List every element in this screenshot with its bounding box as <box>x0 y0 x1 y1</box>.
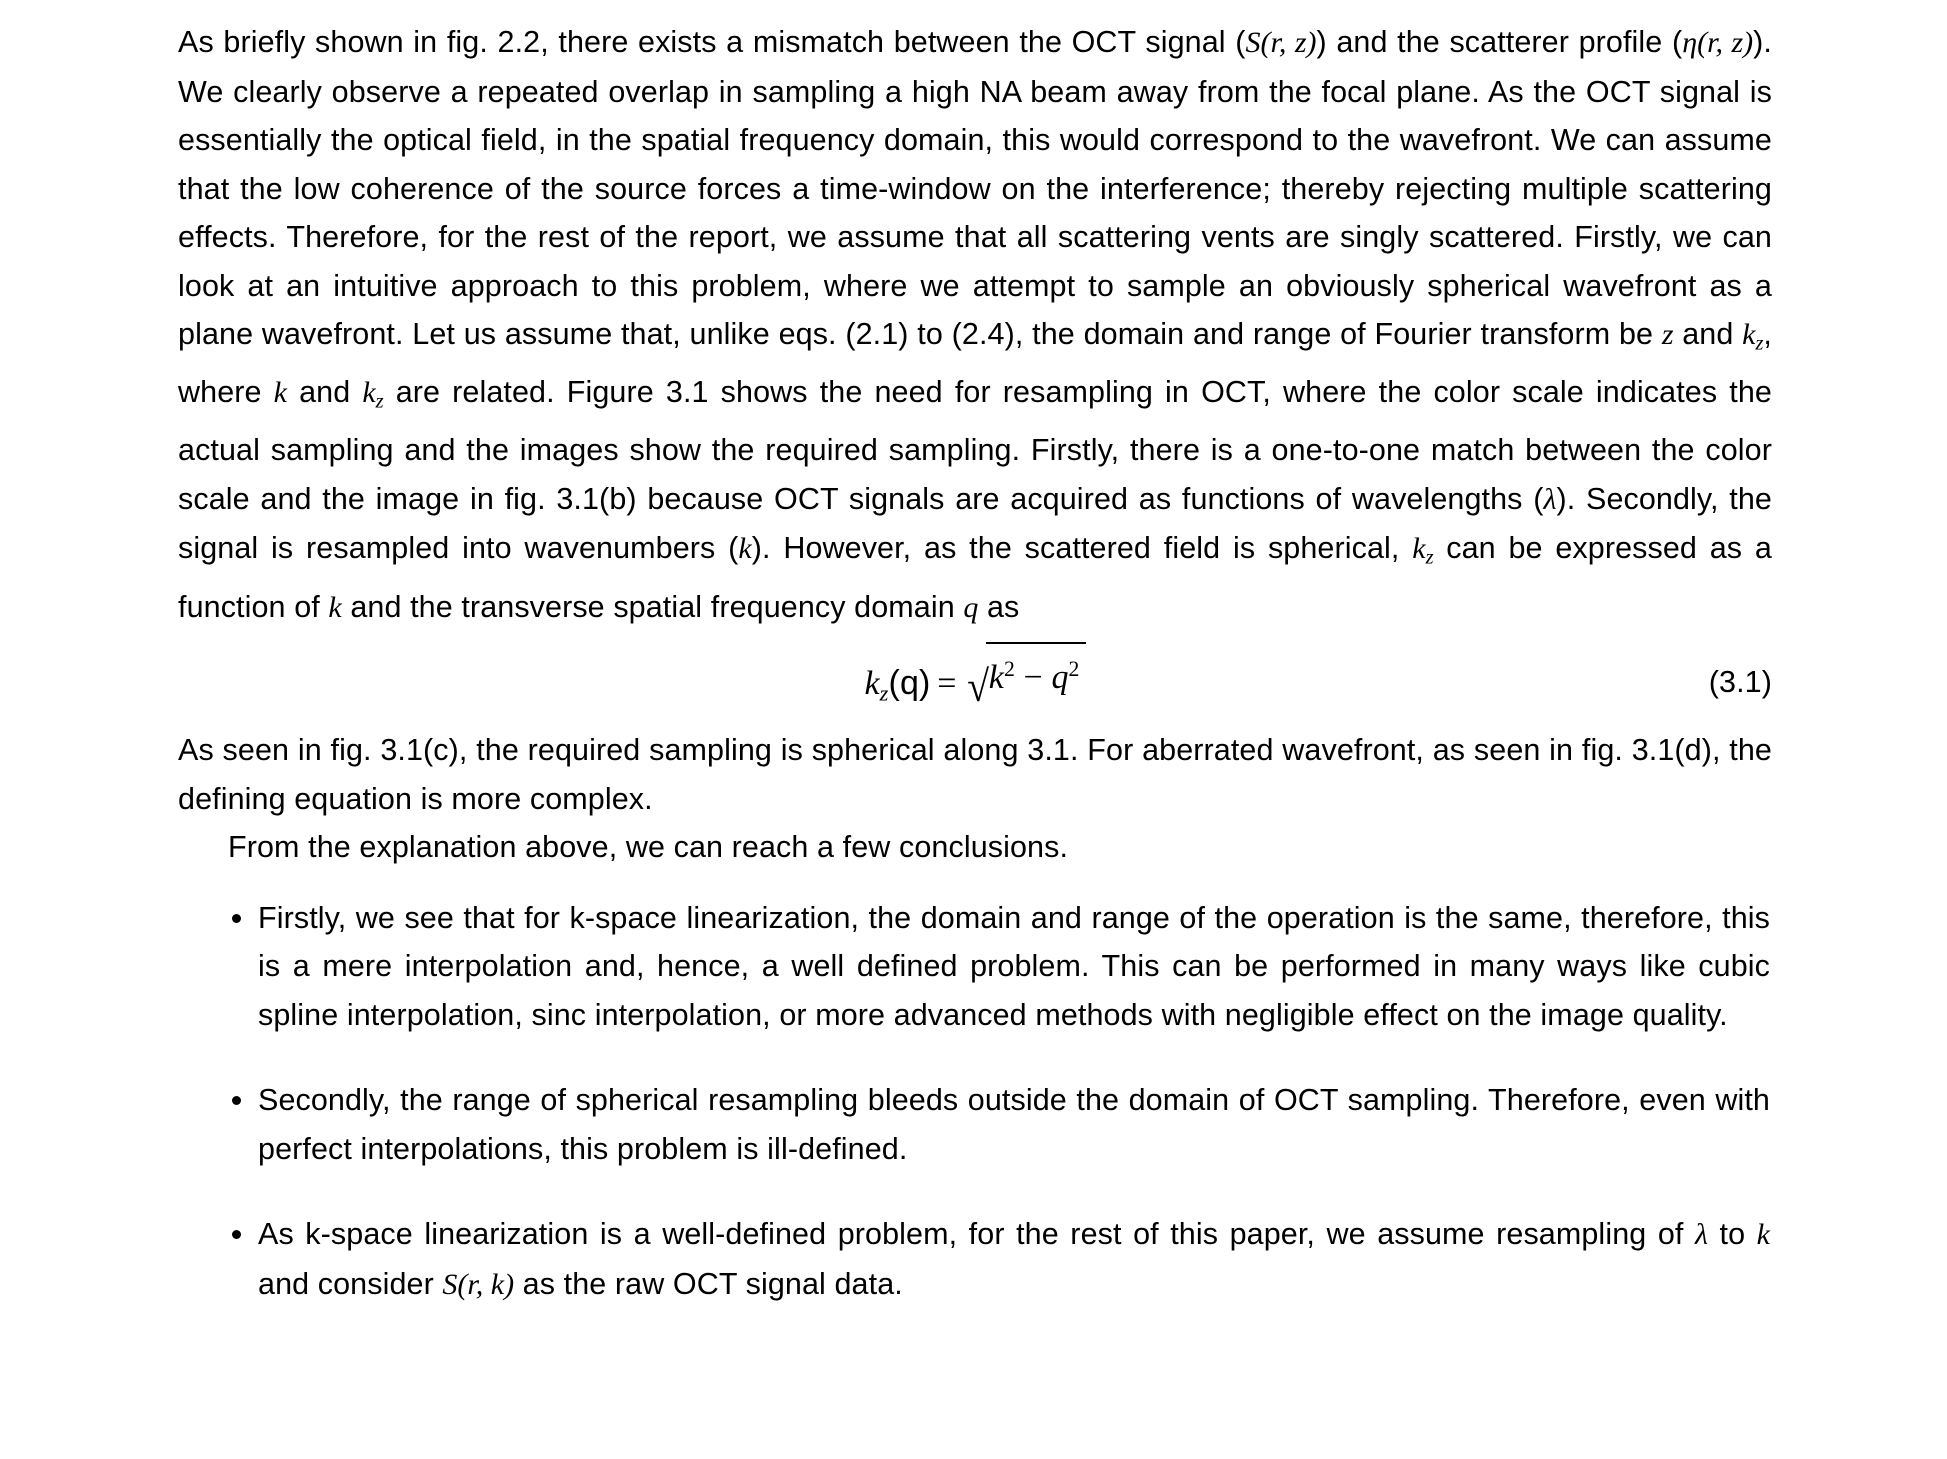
math-lambda-variable-1: λ <box>1543 482 1557 516</box>
p1-segment-4: and <box>1673 317 1743 351</box>
conclusions-list <box>178 894 1772 1310</box>
radical-sign-icon: √ <box>966 662 989 712</box>
p1-segment-2: ) and the scatterer profile ( <box>1316 25 1683 59</box>
paragraph-2: As seen in fig. 3.1(c), the required sampling is spherical along 3.1. For aberrated wavefront, as seen in fig. 3.1(d), the defining equation is more complex. <box>178 733 1772 816</box>
bullet-dot-icon <box>232 914 241 923</box>
p1-segment-6: and <box>286 375 363 410</box>
math-S-arguments: (r, z) <box>1260 26 1317 59</box>
math-q-variable: q <box>963 590 979 624</box>
math-k-variable-3: k <box>328 590 342 624</box>
radicand-q-exponent: 2 <box>1068 657 1080 682</box>
math-k-symbol: k <box>362 376 376 410</box>
p1-segment-11: and the transverse spatial frequency domain <box>341 589 964 624</box>
math-k-subscript: z <box>1425 547 1434 570</box>
math-kz-variable-3 <box>1412 532 1434 570</box>
math-k-variable-4: k <box>1756 1218 1770 1252</box>
page-body <box>178 18 1772 1309</box>
p1-segment-9: ). However, as the scattered field is spherical, <box>751 531 1413 566</box>
list-item-text-prefix: As k-space linearization is a well-defined problem, for the rest of this paper, we assume resampling of <box>258 1217 1695 1252</box>
math-k-subscript: z <box>375 390 384 413</box>
list-item-text: Firstly, we see that for k-space linearization, the domain and range of the operation is the same, therefore, this is a mere interpolation and, hence, a well defined problem. This can be performed in many ways like cubic spline interpolation, sinc interpolation, or more advanced methods with negligible effect on the image quality. <box>258 900 1770 1032</box>
list-item-text-suffix: as the raw OCT signal data. <box>514 1266 903 1301</box>
p1-segment-10: can be expressed as a function of <box>178 531 1772 624</box>
radicand-k: k <box>988 659 1004 697</box>
p1-segment-1: As briefly shown in fig. 2.2, there exists a mismatch between the OCT signal ( <box>178 25 1246 59</box>
equation-equals-sign: = <box>937 665 957 703</box>
list-item-text: Secondly, the range of spherical resampling bleeds outside the domain of OCT sampling. Therefore, even with perfect interpolations, this problem is ill-defined. <box>258 1083 1770 1166</box>
math-lambda-variable-2: λ <box>1695 1218 1708 1252</box>
radicand-q: q <box>1051 659 1069 697</box>
paragraph-1 <box>178 18 1772 632</box>
equation-square-root <box>964 648 1086 712</box>
p1-segment-5: , where <box>178 317 1772 410</box>
math-S-function-2 <box>442 1268 514 1301</box>
list-item-text-mid-2: and consider <box>258 1266 443 1301</box>
math-k-variable-2: k <box>738 532 752 566</box>
math-eta-function <box>1682 26 1753 59</box>
bullet-dot-icon <box>232 1096 241 1105</box>
equation-lhs-k: k <box>864 665 880 703</box>
equation-expression <box>178 648 1772 718</box>
p1-segment-12: as <box>978 589 1020 624</box>
math-S-symbol: S <box>442 1267 458 1301</box>
p1-segment-8: ). Secondly, the signal is resampled into wavenumbers ( <box>178 481 1772 566</box>
list-item <box>178 1076 1772 1173</box>
math-z-variable: z <box>1661 318 1674 351</box>
radicand-minus-sign: − <box>1023 659 1043 697</box>
math-kz-variable-1 <box>1742 318 1764 355</box>
p1-segment-7: are related. Figure 3.1 shows the need for resampling in OCT, where the color scale indicates the actual sampling and the images show the required sampling. Firstly, there is a one-to-one match between the color scale and the image in fig. 3.1(b) because OCT signals are acquired as functions of wavelengths ( <box>178 375 1772 516</box>
p1-segment-3: ). We clearly observe a repeated overlap in sampling a high NA beam away from the focal plane. As the OCT signal is essentially the optical field, in the spatial frequency domain, this would correspond to the wavefront. We can assume that the low coherence of the source forces a time-window on the interference; thereby rejecting multiple scattering effects. Therefore, for the rest of the report, we assume that all scattering vents are singly scattered. Firstly, we can look at an intuitive approach to this problem, where we attempt to sample an obviously spherical wavefront as a plane wavefront. Let us assume that, unlike eqs. (2.1) to (2.4), the domain and range of Fourier transform be <box>178 25 1772 351</box>
bullet-dot-icon <box>232 1230 241 1239</box>
equation-radicand <box>986 642 1086 702</box>
math-k-symbol: k <box>1412 532 1426 566</box>
math-S-function <box>1245 26 1316 59</box>
math-S-arguments: (r, k) <box>457 1267 515 1301</box>
list-item-text-mid-1: to <box>1708 1217 1757 1252</box>
math-kz-variable-2 <box>362 376 384 413</box>
equation-lhs-subscript: z <box>879 680 889 706</box>
equation-lhs-args: (q) <box>888 664 931 703</box>
display-equation-3-1 <box>178 648 1772 712</box>
list-item <box>178 1210 1772 1309</box>
math-S-symbol: S <box>1245 26 1261 59</box>
math-eta-arguments: (r, z) <box>1697 26 1754 59</box>
radicand-k-exponent: 2 <box>1003 657 1015 682</box>
equation-number: (3.1) <box>1708 665 1772 700</box>
math-k-subscript: z <box>1755 332 1764 355</box>
list-item <box>178 894 1772 1040</box>
math-eta-symbol: η <box>1682 26 1698 59</box>
paragraph-3: From the explanation above, we can reach a few conclusions. <box>228 830 1069 865</box>
math-k-variable-1: k <box>273 376 287 410</box>
math-k-symbol: k <box>1742 318 1756 351</box>
